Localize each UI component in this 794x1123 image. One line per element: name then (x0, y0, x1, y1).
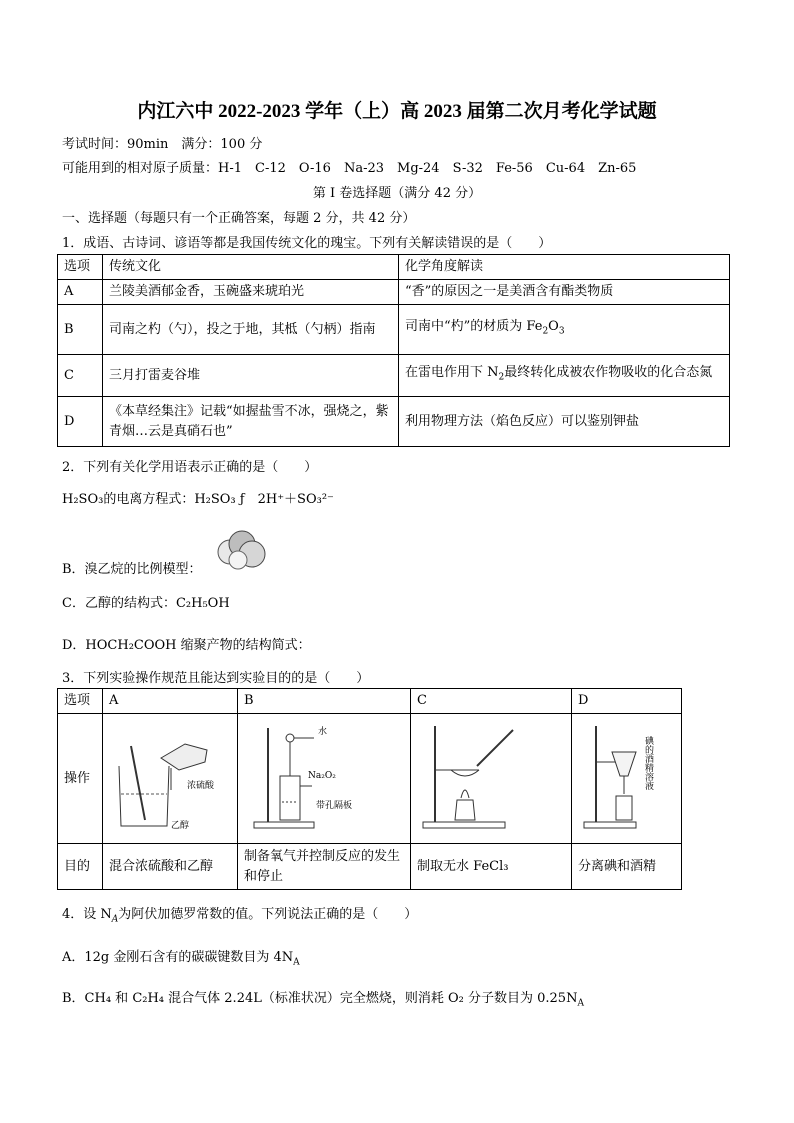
culture-cell: 司南之杓（勺），投之于地，其柢（勺柄）指南 (103, 305, 399, 355)
figure-cell-d (572, 714, 682, 844)
table-row (58, 280, 730, 305)
header-cell: D (572, 689, 682, 714)
q2-option-a: H₂SO₃的电离方程式：H₂SO₃ ƒ 2H⁺＋SO₃²⁻ (62, 492, 334, 507)
exam-info: 考试时间：90min 满分：100 分 (62, 137, 263, 152)
option-cell: D (58, 397, 103, 447)
q1-table (57, 254, 730, 447)
option-cell: C (58, 355, 103, 397)
goal-cell: 制取无水 FeCl₃ (411, 844, 572, 890)
interp-cell: 在雷电作用下 $N_2$最终转化成被农作物吸收的化合态氮 (399, 355, 730, 397)
goal-cell: 分离碘和酒精 (572, 844, 682, 890)
section-heading: 一、选择题（每题只有一个正确答案，每题 2 分，共 42 分） (62, 211, 416, 226)
figure-cell-c (411, 714, 572, 844)
atom-sphere (229, 551, 247, 569)
q3-stem: 3．下列实验操作规范且能达到实验目的的是（ ） (62, 671, 370, 686)
table-row (58, 355, 730, 397)
header-cell: 传统文化 (103, 255, 399, 280)
table-header-row (58, 689, 682, 714)
goal-cell: 混合浓硫酸和乙醇 (103, 844, 238, 890)
q2-stem: 2．下列有关化学用语表示正确的是（ ） (62, 460, 318, 475)
header-cell: 选项 (58, 255, 103, 280)
label-ethanol: 乙醇 (171, 821, 190, 831)
culture-cell: 《本草经集注》记载“如握盐雪不冰，强烧之，紫青烟…云是真硝石也” (103, 397, 399, 447)
q3-table (57, 688, 682, 890)
row-label: 操作 (58, 714, 103, 844)
apparatus-a-image (109, 716, 229, 834)
interp-cell: “香”的原因之一是美酒含有酯类物质 (399, 280, 730, 305)
culture-cell: 三月打雷麦谷堆 (103, 355, 399, 397)
header-cell: 化学角度解读 (399, 255, 730, 280)
bromoethane-model-image (212, 528, 268, 572)
header-cell: B (238, 689, 411, 714)
volume-heading: 第 I 卷选择题（满分 42 分） (312, 186, 482, 201)
page-title: 内江六中 2022-2023 学年（上）高 2023 届第二次月考化学试题 (137, 101, 657, 122)
q2-option-b: B．溴乙烷的比例模型： (62, 562, 202, 577)
header-cell: C (411, 689, 572, 714)
table-row (58, 714, 682, 844)
table-row (58, 844, 682, 890)
header-cell: A (103, 689, 238, 714)
row-label: 目的 (58, 844, 103, 890)
label-iodine-alcohol: 碘的酒精溶液 (643, 736, 653, 790)
interp-cell: 利用物理方法（焰色反应）可以鉴别钾盐 (399, 397, 730, 447)
label-perforated-plate: 带孔隔板 (316, 801, 353, 811)
label-conc-sulfuric-acid: 浓硫酸 (187, 781, 215, 791)
label-na2o2: Na₂O₂ (308, 771, 336, 781)
header-cell: 选项 (58, 689, 103, 714)
interp-cell: 司南中“杓”的材质为 $Fe_2O_3$ (399, 305, 730, 355)
q2-option-c: C．乙醇的结构式：C₂H₅OH (62, 596, 230, 611)
apparatus-d-image (578, 716, 674, 834)
option-cell: A (58, 280, 103, 305)
figure-cell-b (238, 714, 411, 844)
culture-cell: 兰陵美酒郁金香，玉碗盛来琥珀光 (103, 280, 399, 305)
label-water: 水 (318, 727, 328, 737)
apparatus-b-image (244, 716, 404, 834)
apparatus-c-image (417, 716, 565, 834)
table-row (58, 397, 730, 447)
q4-option-a: A．12g 金刚石含有的碳碳键数目为 $4N_A$ (62, 950, 300, 968)
figure-cell-a (103, 714, 238, 844)
q1-stem: 1．成语、古诗词、谚语等都是我国传统文化的瑰宝。下列有关解读错误的是（ ） (62, 236, 552, 251)
goal-cell: 制备氧气并控制反应的发生和停止 (238, 844, 411, 890)
q4-option-b: B．CH₄ 和 C₂H₄ 混合气体 2.24L（标准状况）完全燃烧，则消耗 O₂ 分子数目为 $0.25N_A$ (62, 991, 584, 1009)
q2-option-d: D．HOCH₂COOH 缩聚产物的结构简式： (62, 638, 311, 653)
option-cell: B (58, 305, 103, 355)
q4-stem: 4．设 $N_A$为阿伏加德罗常数的值。下列说法正确的是（ ） (62, 907, 418, 925)
table-row (58, 305, 730, 355)
table-header-row (58, 255, 730, 280)
atomic-masses: 可能用到的相对原子质量：H-1 C-12 O-16 Na-23 Mg-24 S-32 Fe-56 Cu-64 Zn-65 (62, 161, 637, 176)
